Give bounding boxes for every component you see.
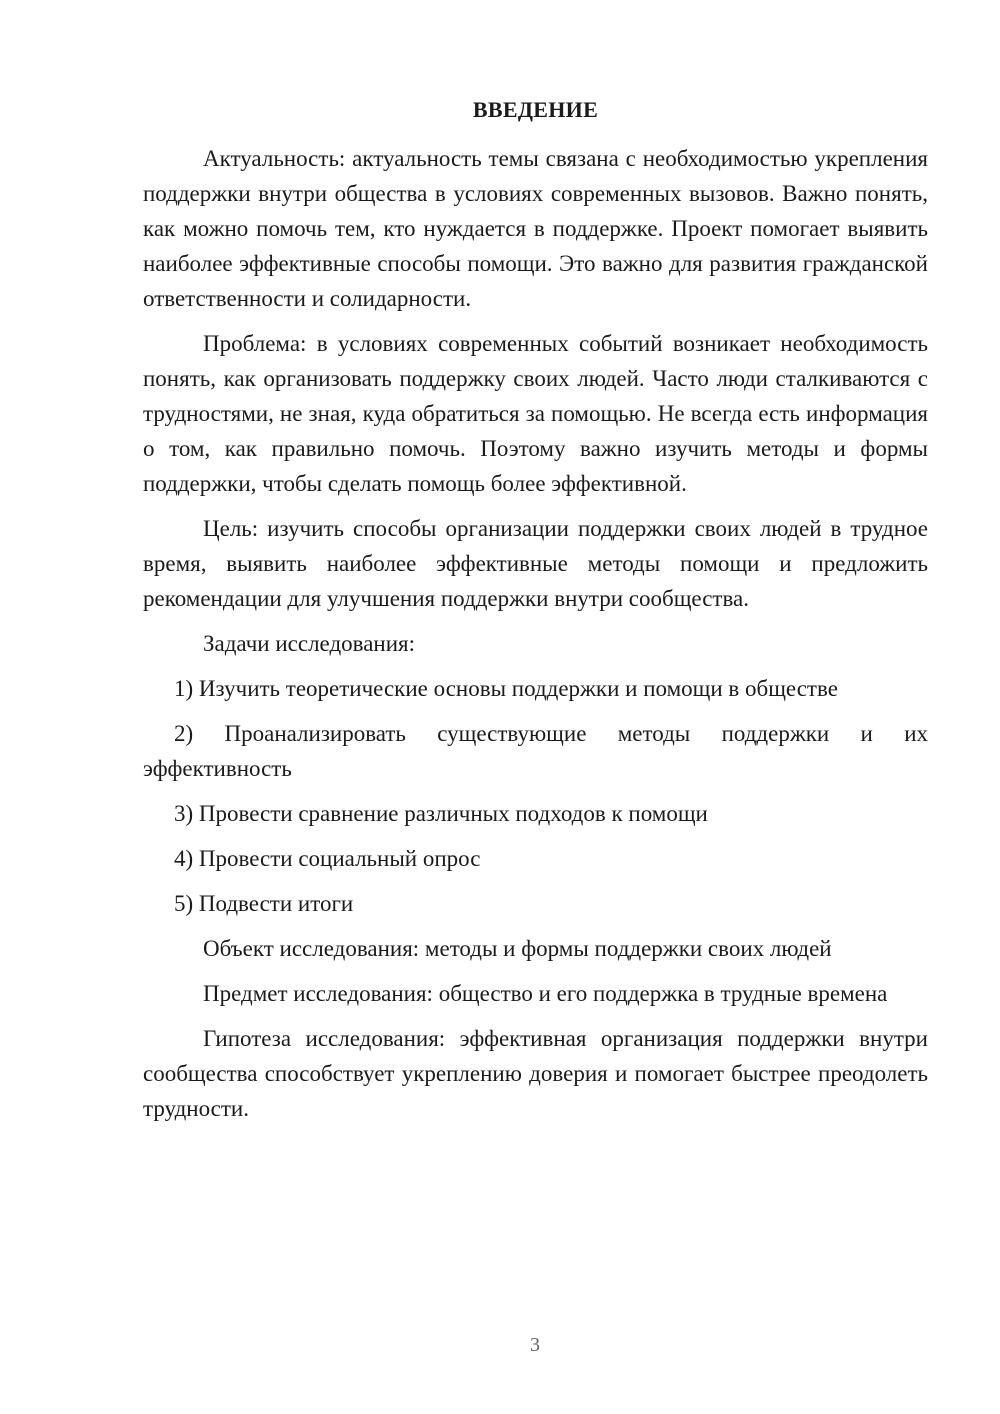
problem-paragraph: Проблема: в условиях современных событий возникает необходимость понять, как организовать поддержку своих людей. Часто люди сталкиваются с трудностями, не зная, куда обратиться за помощью. Не всегда есть информация о том, как правильно помочь. Поэтому важно изучить методы и формы поддержки, чтобы сделать помощь более эффективной.: [143, 331, 928, 496]
subject-paragraph: Предмет исследования: общество и его поддержка в трудные времена: [203, 981, 888, 1006]
section-title: ВВЕДЕНИЕ: [472, 97, 599, 122]
task-item: 2) Проанализировать существующие методы поддержки и их эффективность: [143, 721, 928, 781]
task-item: 1) Изучить теоретические основы поддержки и помощи в обществе: [174, 676, 838, 701]
tasks-list: [143, 671, 928, 921]
relevance-paragraph: Актуальность: актуальность темы связана с необходимостью укрепления поддержки внутри общества в условиях современных вызовов. Важно понять, как можно помочь тем, кто нуждается в поддержке. Проект помогает выявить наиболее эффективные способы помощи. Это важно для развития гражданской ответственности и солидарности.: [143, 146, 928, 311]
task-item: 5) Подвести итоги: [174, 891, 354, 916]
goal-paragraph: Цель: изучить способы организации поддержки своих людей в трудное время, выявить наиболее эффективные методы помощи и предложить рекомендации для улучшения поддержки внутри сообщества.: [143, 516, 928, 611]
tasks-heading: Задачи исследования:: [203, 631, 416, 656]
hypothesis-paragraph: Гипотеза исследования: эффективная организация поддержки внутри сообщества способствует укреплению доверия и помогает быстрее преодолеть трудности.: [143, 1026, 928, 1121]
task-item: 4) Провести социальный опрос: [174, 846, 481, 871]
page-number: 3: [530, 1334, 540, 1356]
page-content: [143, 95, 928, 1136]
object-paragraph: Объект исследования: методы и формы поддержки своих людей: [203, 936, 832, 961]
task-item: 3) Провести сравнение различных подходов к помощи: [174, 801, 708, 826]
